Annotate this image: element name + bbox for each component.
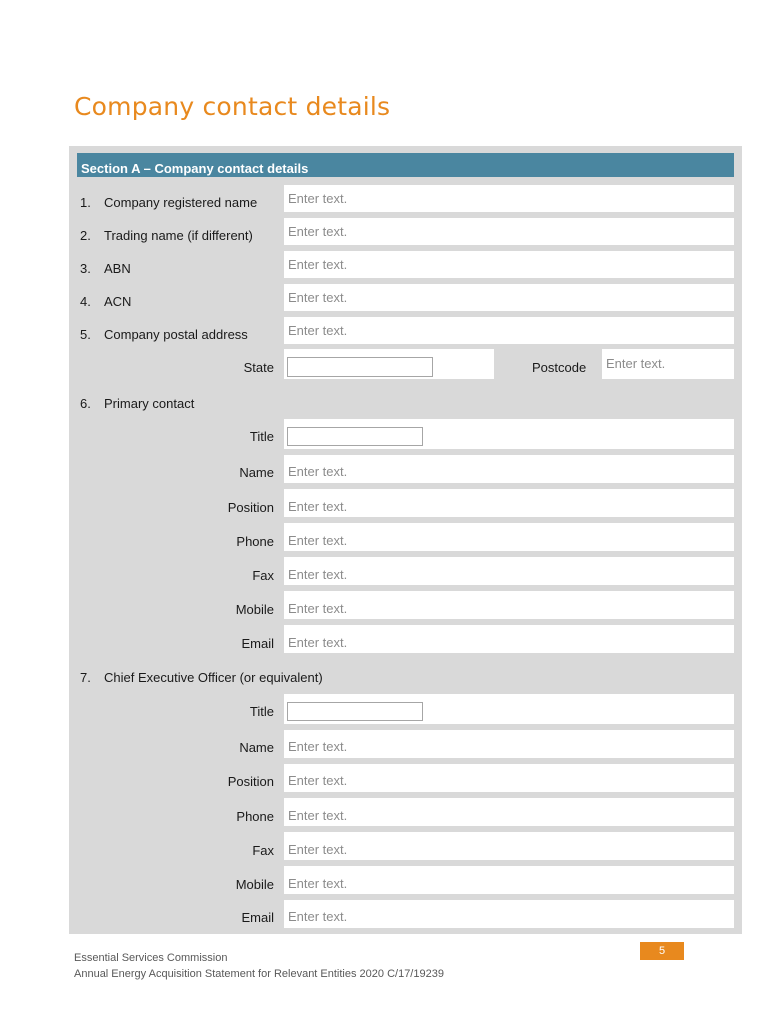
company-postal-address-field[interactable] (284, 317, 734, 344)
row-number: 6. (80, 396, 91, 411)
row-number: 3. (80, 261, 91, 276)
row-label-text: Company postal address (104, 327, 248, 342)
placeholder-text: Enter text. (288, 739, 348, 754)
state-input[interactable] (287, 357, 433, 377)
ceo-fax-label: Fax (252, 843, 274, 858)
primary-email-field[interactable] (284, 625, 734, 653)
placeholder-text: Enter text. (288, 533, 348, 548)
row-label-text: Company registered name (104, 195, 258, 210)
primary-phone-label: Phone (236, 534, 274, 549)
primary-name-label: Name (239, 465, 274, 480)
ceo-mobile-field[interactable] (284, 866, 734, 894)
placeholder-text: Enter text. (288, 191, 348, 206)
primary-email-label: Email (241, 636, 274, 651)
ceo-email-label: Email (241, 910, 274, 925)
placeholder-text: Enter text. (288, 842, 348, 857)
company-registered-name-field[interactable] (284, 185, 734, 212)
trading-name-label (80, 228, 253, 243)
footer-organisation: Essential Services Commission (74, 952, 228, 964)
ceo-label (80, 670, 323, 685)
primary-position-label: Position (227, 500, 274, 515)
row-label-text: Trading name (if different) (104, 228, 253, 243)
ceo-name-label: Name (239, 740, 274, 755)
placeholder-text: Enter text. (288, 499, 348, 514)
abn-label (80, 261, 131, 276)
primary-phone-field[interactable] (284, 523, 734, 551)
ceo-title-cell (284, 694, 734, 724)
trading-name-field[interactable] (284, 218, 734, 245)
ceo-phone-field[interactable] (284, 798, 734, 826)
primary-fax-label: Fax (252, 568, 274, 583)
primary-title-input[interactable] (287, 427, 423, 446)
row-number: 7. (80, 670, 91, 685)
row-number: 1. (80, 195, 91, 210)
ceo-title-label: Title (249, 704, 274, 719)
row-label-text: ABN (104, 261, 131, 276)
placeholder-text: Enter text. (288, 773, 348, 788)
ceo-name-field[interactable] (284, 730, 734, 758)
placeholder-text: Enter text. (288, 808, 348, 823)
ceo-email-field[interactable] (284, 900, 734, 928)
primary-title-cell (284, 419, 734, 449)
primary-mobile-field[interactable] (284, 591, 734, 619)
primary-mobile-label: Mobile (235, 602, 274, 617)
postcode-label: Postcode (532, 360, 587, 375)
placeholder-text: Enter text. (288, 876, 348, 891)
row-label-text: Primary contact (104, 396, 195, 411)
ceo-mobile-label: Mobile (235, 877, 274, 892)
section-header: Section A – Company contact details (77, 153, 734, 177)
placeholder-text: Enter text. (288, 601, 348, 616)
footer-document-title: Annual Energy Acquisition Statement for Relevant Entities 2020 C/17/19239 (74, 968, 444, 980)
row-number: 2. (80, 228, 91, 243)
primary-title-label: Title (249, 429, 274, 444)
postcode-field[interactable] (602, 349, 734, 379)
ceo-phone-label: Phone (236, 809, 274, 824)
company-registered-name-label (80, 195, 257, 210)
page-number-badge: 5 (640, 942, 684, 960)
placeholder-text: Enter text. (288, 635, 348, 650)
state-cell (284, 349, 494, 379)
row-number: 5. (80, 327, 91, 342)
ceo-fax-field[interactable] (284, 832, 734, 860)
placeholder-text: Enter text. (288, 323, 348, 338)
abn-field[interactable] (284, 251, 734, 278)
primary-fax-field[interactable] (284, 557, 734, 585)
acn-label (80, 294, 131, 309)
primary-contact-label (80, 396, 194, 411)
row-number: 4. (80, 294, 91, 309)
ceo-title-input[interactable] (287, 702, 423, 721)
row-label-text: Chief Executive Officer (or equivalent) (104, 670, 323, 685)
placeholder-text: Enter text. (606, 356, 666, 371)
acn-field[interactable] (284, 284, 734, 311)
primary-name-field[interactable] (284, 455, 734, 483)
placeholder-text: Enter text. (288, 909, 348, 924)
primary-position-field[interactable] (284, 489, 734, 517)
ceo-position-label: Position (227, 774, 274, 789)
state-label: State (243, 360, 274, 375)
placeholder-text: Enter text. (288, 464, 348, 479)
page-title: Company contact details (74, 92, 391, 121)
row-label-text: ACN (104, 294, 132, 309)
ceo-position-field[interactable] (284, 764, 734, 792)
placeholder-text: Enter text. (288, 224, 348, 239)
placeholder-text: Enter text. (288, 567, 348, 582)
placeholder-text: Enter text. (288, 290, 348, 305)
company-postal-address-label (80, 327, 248, 342)
placeholder-text: Enter text. (288, 257, 348, 272)
